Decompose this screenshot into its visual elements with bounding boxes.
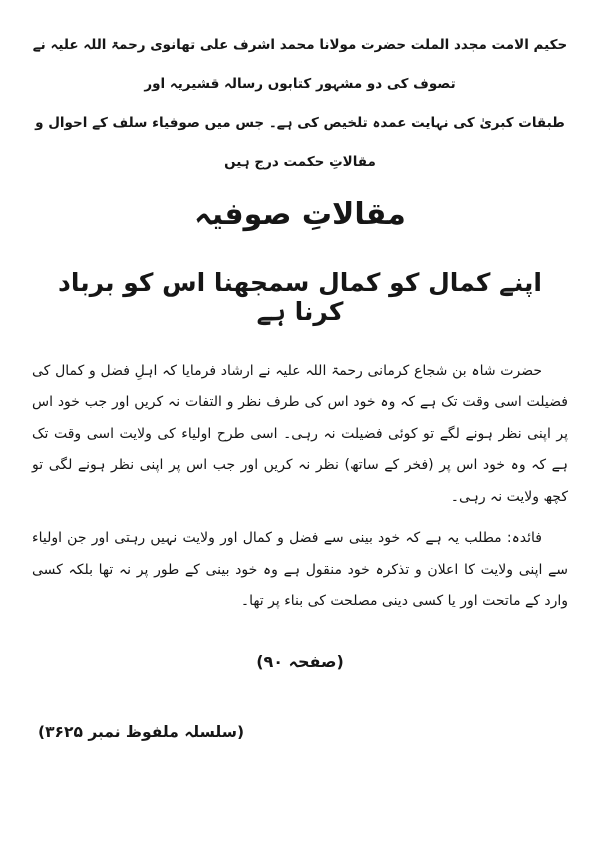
body-paragraph-1: حضرت شاہ بن شجاع کرمانی رحمۃ اللہ علیہ نے ارشاد فرمایا کہ اہلِ فضل و کمال کی فضیلت اسی وقت تک ہے کہ وہ خود اس کی طرف نظر و التفات نہ کریں اور جب خود اس پر اپنی نظر ہونے لگے تو کوئی فضیلت نہ رہی۔ اسی طرح اولیاء کی ولایت اسی وقت تک ہے کہ وہ خود اس پر (فخر کے ساتھ) نظر نہ کریں اور جب اس پر اپنی نظر ہونے لگی تو کچھ ولایت نہ رہی۔: [32, 362, 568, 505]
header-line-2: طبقات کبریٰ کی نہایت عمدہ تلخیص کی ہے۔ جس میں صوفیاء سلف کے احوال و مقالاتِ حکمت درج ہیں: [35, 115, 565, 171]
page-reference: (صفحہ ۹۰): [256, 651, 344, 671]
serial-number: (سلسلہ ملفوظ نمبر ۳۶۲۵): [38, 722, 245, 741]
body-paragraph-2: فائدہ: مطلب یہ ہے کہ خود بینی سے فضل و کمال اور ولایت نہیں رہتی اور جن اولیاء سے اپنی ولایت کا اعلان و تذکرہ خود منقول ہے وہ خود بینی کے طور پر نہ تھا بلکہ کسی وارد کے ماتحت اور یا کسی دینی مصلحت کی بناء پر تھا۔: [32, 530, 568, 610]
page-title: مقالاتِ صوفیہ: [194, 196, 406, 232]
header-note: [32, 26, 568, 183]
chapter-heading: اپنے کمال کو کمال سمجھنا اس کو برباد کرنا ہے: [58, 267, 542, 326]
header-line-1: حکیم الامت مجدد الملت حضرت مولانا محمد اشرف علی تھانوی رحمۃ اللہ علیہ نے تصوف کی دو مشہور کتابوں رسالہ قشیریہ اور: [32, 37, 568, 93]
